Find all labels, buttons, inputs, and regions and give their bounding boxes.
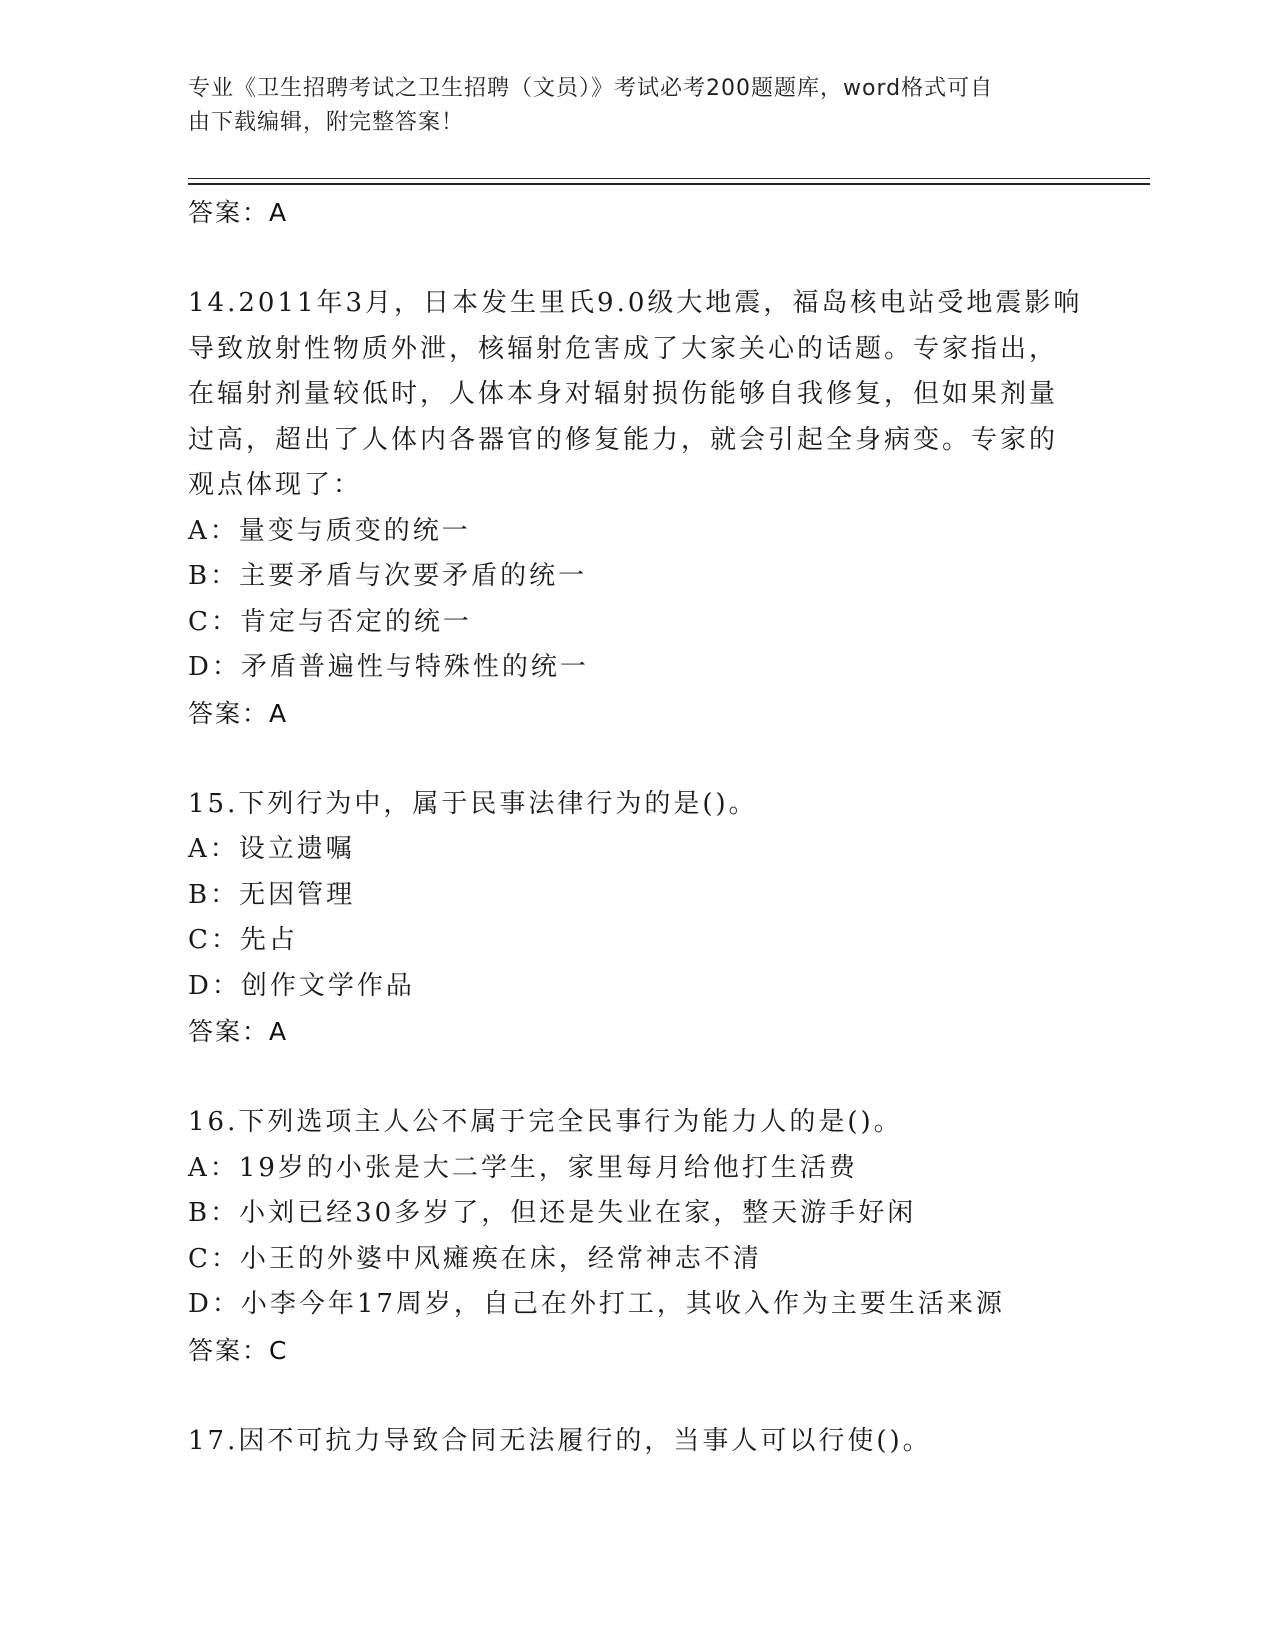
answer-previous: 答案：A xyxy=(188,198,289,227)
answer: 答案：C xyxy=(188,1335,289,1365)
document-body xyxy=(188,190,1088,1464)
spacer xyxy=(188,236,1088,282)
option-b: B：主要矛盾与次要矛盾的统一 xyxy=(188,561,588,591)
question-15 xyxy=(188,782,1088,1055)
question-16 xyxy=(188,1100,1088,1373)
spacer xyxy=(188,1373,1088,1419)
question-stem: 15.下列行为中，属于民事法律行为的是()。 xyxy=(188,788,758,819)
option-a: A：19岁的小张是大二学生，家里每月给他打生活费 xyxy=(188,1152,858,1183)
question-stem: 16.下列选项主人公不属于完全民事行为能力人的是()。 xyxy=(188,1107,903,1137)
question-stem-line: 过高，超出了人体内各器官的修复能力，就会引起全身病变。专家的 xyxy=(188,424,1059,455)
option-c: C：肯定与否定的统一 xyxy=(188,606,472,637)
question-stem-line: 导致放射性物质外泄，核辐射危害成了大家关心的话题。专家指出， xyxy=(188,333,1059,364)
header-line-1: 专业《卫生招聘考试之卫生招聘（文员）》考试必考200题题库，word格式可自 xyxy=(188,76,994,101)
header-divider-thin xyxy=(188,178,1150,179)
question-stem-line: 14.2011年3月，日本发生里氏9.0级大地震，福岛核电站受地震影响 xyxy=(188,288,1083,318)
option-d: D：矛盾普遍性与特殊性的统一 xyxy=(188,652,589,682)
option-c: C：小王的外婆中风瘫痪在床，经常神志不清 xyxy=(188,1243,762,1274)
option-b: B：无因管理 xyxy=(188,879,356,910)
question-stem: 17.因不可抗力导致合同无法履行的，当事人可以行使()。 xyxy=(188,1425,932,1456)
question-stem-line: 在辐射剂量较低时，人体本身对辐射损伤能够自我修复，但如果剂量 xyxy=(188,379,1059,409)
spacer xyxy=(188,736,1088,782)
option-d: D：创作文学作品 xyxy=(188,970,415,1001)
spacer xyxy=(188,1055,1088,1101)
option-b: B：小刘已经30多岁了，但还是失业在家，整天游手好闲 xyxy=(188,1198,917,1228)
question-17 xyxy=(188,1419,1088,1465)
option-a: A：量变与质变的统一 xyxy=(188,515,471,546)
question-14 xyxy=(188,281,1088,736)
answer: 答案：A xyxy=(188,1017,289,1046)
question-stem-line: 观点体现了： xyxy=(188,470,363,500)
document-header xyxy=(188,72,1088,140)
header-divider-thick xyxy=(188,183,1150,185)
header-line-2: 由下载编辑，附完整答案！ xyxy=(188,110,465,135)
answer: 答案：A xyxy=(188,698,289,728)
option-c: C：先占 xyxy=(188,925,298,955)
option-a: A：设立遗嘱 xyxy=(188,834,355,864)
option-d: D：小李今年17周岁，自己在外打工，其收入作为主要生活来源 xyxy=(188,1289,1005,1319)
